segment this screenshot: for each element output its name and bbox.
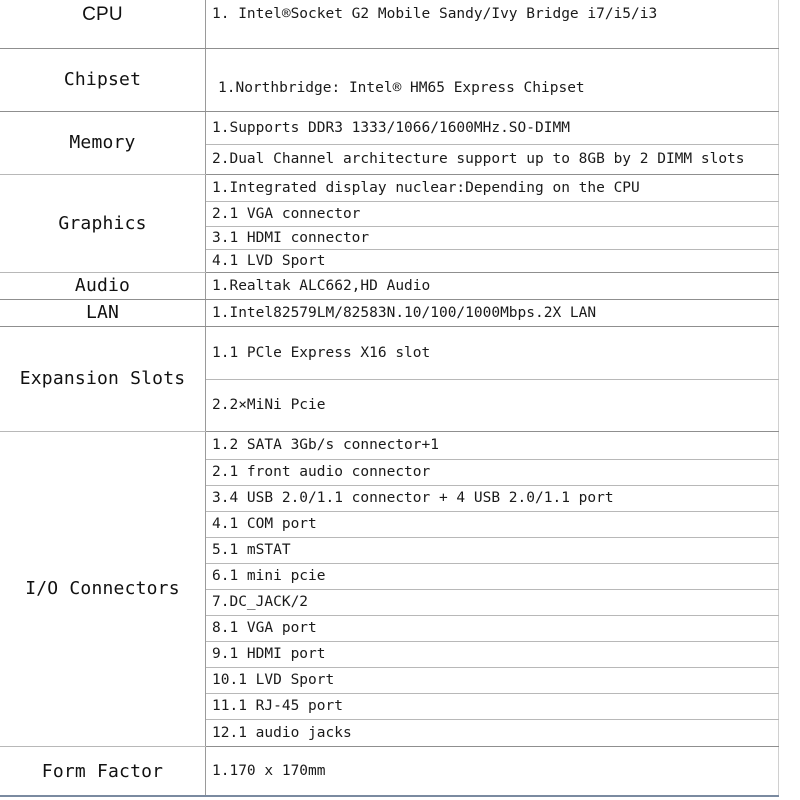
spec-value: 1.Northbridge: Intel® HM65 Express Chipset [206,48,779,111]
spec-value: 2.1 front audio connector [206,459,779,485]
section-label-memory: Memory [0,111,206,174]
spec-value: 4.1 LVD Sport [206,249,779,272]
spec-row-cpu [0,0,779,48]
spec-value: 2.2×MiNi Pcie [206,379,779,431]
spec-value: 1.Supports DDR3 1333/1066/1600MHz.SO-DIMM [206,111,779,144]
spec-value: 1.Integrated display nuclear:Depending on the CPU [206,174,779,201]
spec-value: 1.Intel82579LM/82583N.10/100/1000Mbps.2X LAN [206,299,779,326]
section-label-io-connectors: I/O Connectors [0,431,206,746]
spec-value: 7.DC_JACK/2 [206,589,779,615]
spec-value: 4.1 COM port [206,511,779,537]
spec-value: 1. Intel®Socket G2 Mobile Sandy/Ivy Bridge i7/i5/i3 [206,0,779,48]
spec-value: 5.1 mSTAT [206,537,779,563]
spec-value: 8.1 VGA port [206,615,779,641]
spec-value: 6.1 mini pcie [206,563,779,589]
spec-value: 9.1 HDMI port [206,641,779,667]
spec-value: 1.1 PCle Express X16 slot [206,326,779,379]
section-label-lan: LAN [0,299,206,326]
spec-row-form-factor [0,746,779,796]
spec-value: 2.1 VGA connector [206,201,779,226]
spec-row-memory [0,111,779,144]
spec-row-io [0,431,779,459]
section-label-expansion-slots: Expansion Slots [0,326,206,431]
spec-row-chipset [0,48,779,111]
spec-row-expansion [0,326,779,379]
section-label-chipset: Chipset [0,48,206,111]
spec-value: 12.1 audio jacks [206,719,779,746]
spec-row-graphics [0,174,779,201]
section-label-cpu: CPU [0,0,206,48]
spec-value: 3.4 USB 2.0/1.1 connector + 4 USB 2.0/1.1 port [206,485,779,511]
section-label-graphics: Graphics [0,174,206,272]
spec-value: 1.Realtak ALC662,HD Audio [206,272,779,299]
spec-value: 11.1 RJ-45 port [206,693,779,719]
spec-row-lan [0,299,779,326]
section-label-form-factor: Form Factor [0,746,206,796]
spec-value: 1.2 SATA 3Gb/s connector+1 [206,431,779,459]
spec-value: 1.170 x 170mm [206,746,779,796]
spec-value: 2.Dual Channel architecture support up to 8GB by 2 DIMM slots [206,144,779,174]
bottom-divider [0,795,779,797]
section-label-audio: Audio [0,272,206,299]
spec-value: 10.1 LVD Sport [206,667,779,693]
spec-value: 3.1 HDMI connector [206,226,779,249]
spec-row-audio [0,272,779,299]
